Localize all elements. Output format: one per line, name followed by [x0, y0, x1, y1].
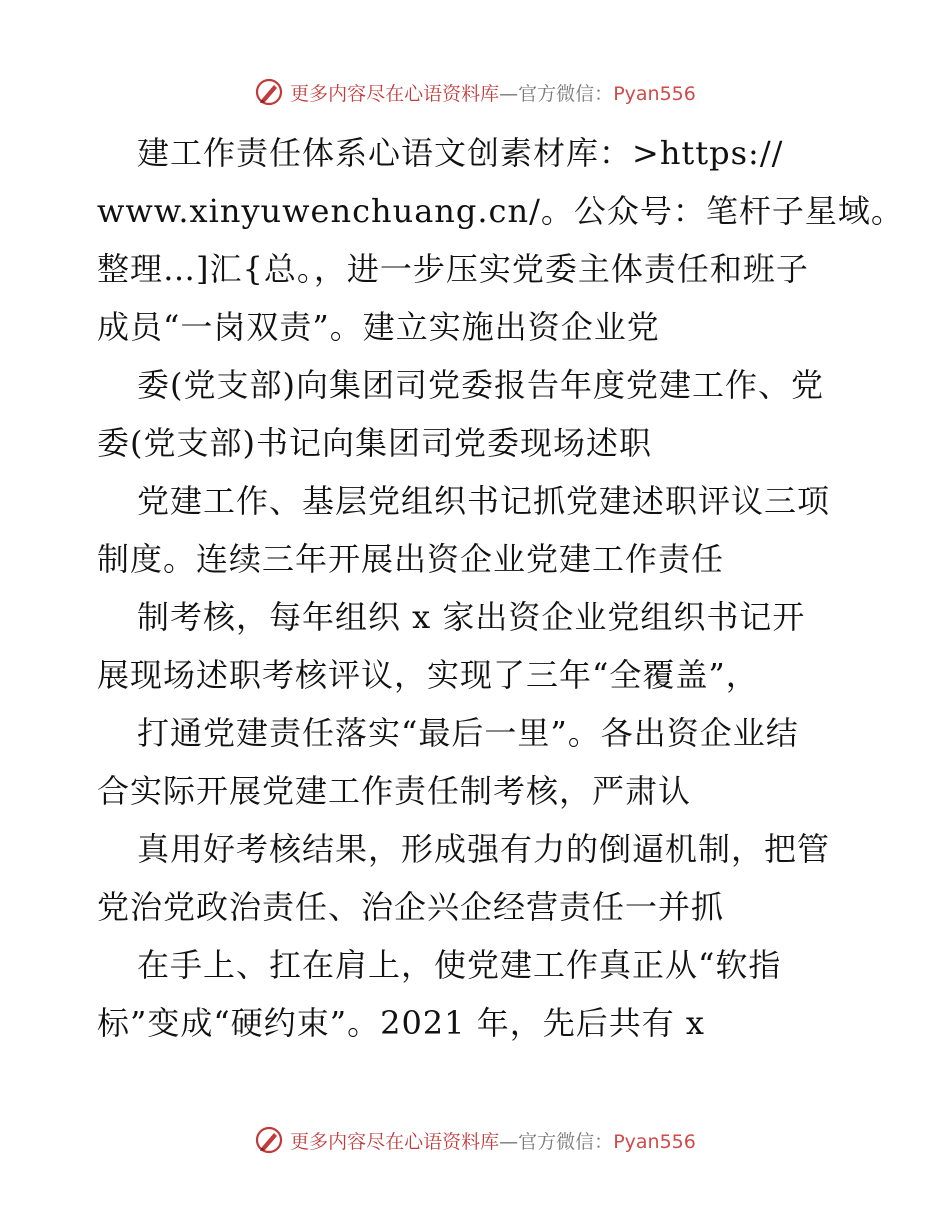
pen-logo-icon	[254, 77, 284, 107]
body-line: 党建工作、基层党组织书记抓党建述职评议三项	[137, 482, 831, 520]
footer-banner-site: 更多内容尽在心语资料库	[290, 1130, 500, 1153]
header-banner-text	[290, 79, 696, 106]
body-line: 制度。连续三年开展出资企业党建工作责任	[97, 540, 725, 578]
footer-banner-text	[290, 1127, 696, 1154]
document-body	[97, 124, 904, 1052]
pen-logo-icon	[254, 1125, 284, 1155]
body-line: 成员“一岗双责”。建立实施出资企业党	[97, 308, 660, 346]
footer-banner-separator: —	[499, 1130, 519, 1153]
body-line: 制考核，每年组织 x 家出资企业党组织书记开	[137, 598, 806, 636]
body-line: 委(党支部)书记向集团司党委现场述职	[97, 424, 652, 462]
footer-banner	[0, 1120, 950, 1160]
body-line: 展现场述职考核评议，实现了三年“全覆盖”，	[97, 656, 759, 694]
body-line: 建工作责任体系心语文创素材库：>https://	[137, 134, 784, 172]
body-line: 打通党建责任落实“最后一里”。各出资企业结	[137, 714, 799, 752]
body-line: 真用好考核结果，形成强有力的倒逼机制，把管	[137, 830, 831, 868]
header-banner-site: 更多内容尽在心语资料库	[290, 82, 500, 105]
body-line: www.xinyuwenchuang.cn/。公众号：笔杆子星域。	[97, 192, 904, 230]
body-line: 标”变成“硬约束”。2021 年，先后共有 x	[97, 1004, 705, 1042]
body-line: 整理…]汇{总。，进一步压实党委主体责任和班子	[97, 250, 809, 288]
footer-banner-handle: Pyan556	[613, 1130, 696, 1153]
body-line: 在手上、扛在肩上，使党建工作真正从“软指	[137, 946, 782, 984]
body-line: 党治党政治责任、治企兴企经营责任一并抓	[97, 888, 725, 926]
body-line: 合实际开展党建工作责任制考核，严肃认	[97, 772, 692, 810]
footer-banner-wechat-label: 官方微信：	[518, 1130, 614, 1153]
header-banner-separator: —	[499, 82, 519, 105]
header-banner-wechat-label: 官方微信：	[518, 82, 614, 105]
header-banner-handle: Pyan556	[613, 82, 696, 105]
header-banner	[0, 72, 950, 112]
body-line: 委(党支部)向集团司党委报告年度党建工作、党	[137, 366, 824, 404]
